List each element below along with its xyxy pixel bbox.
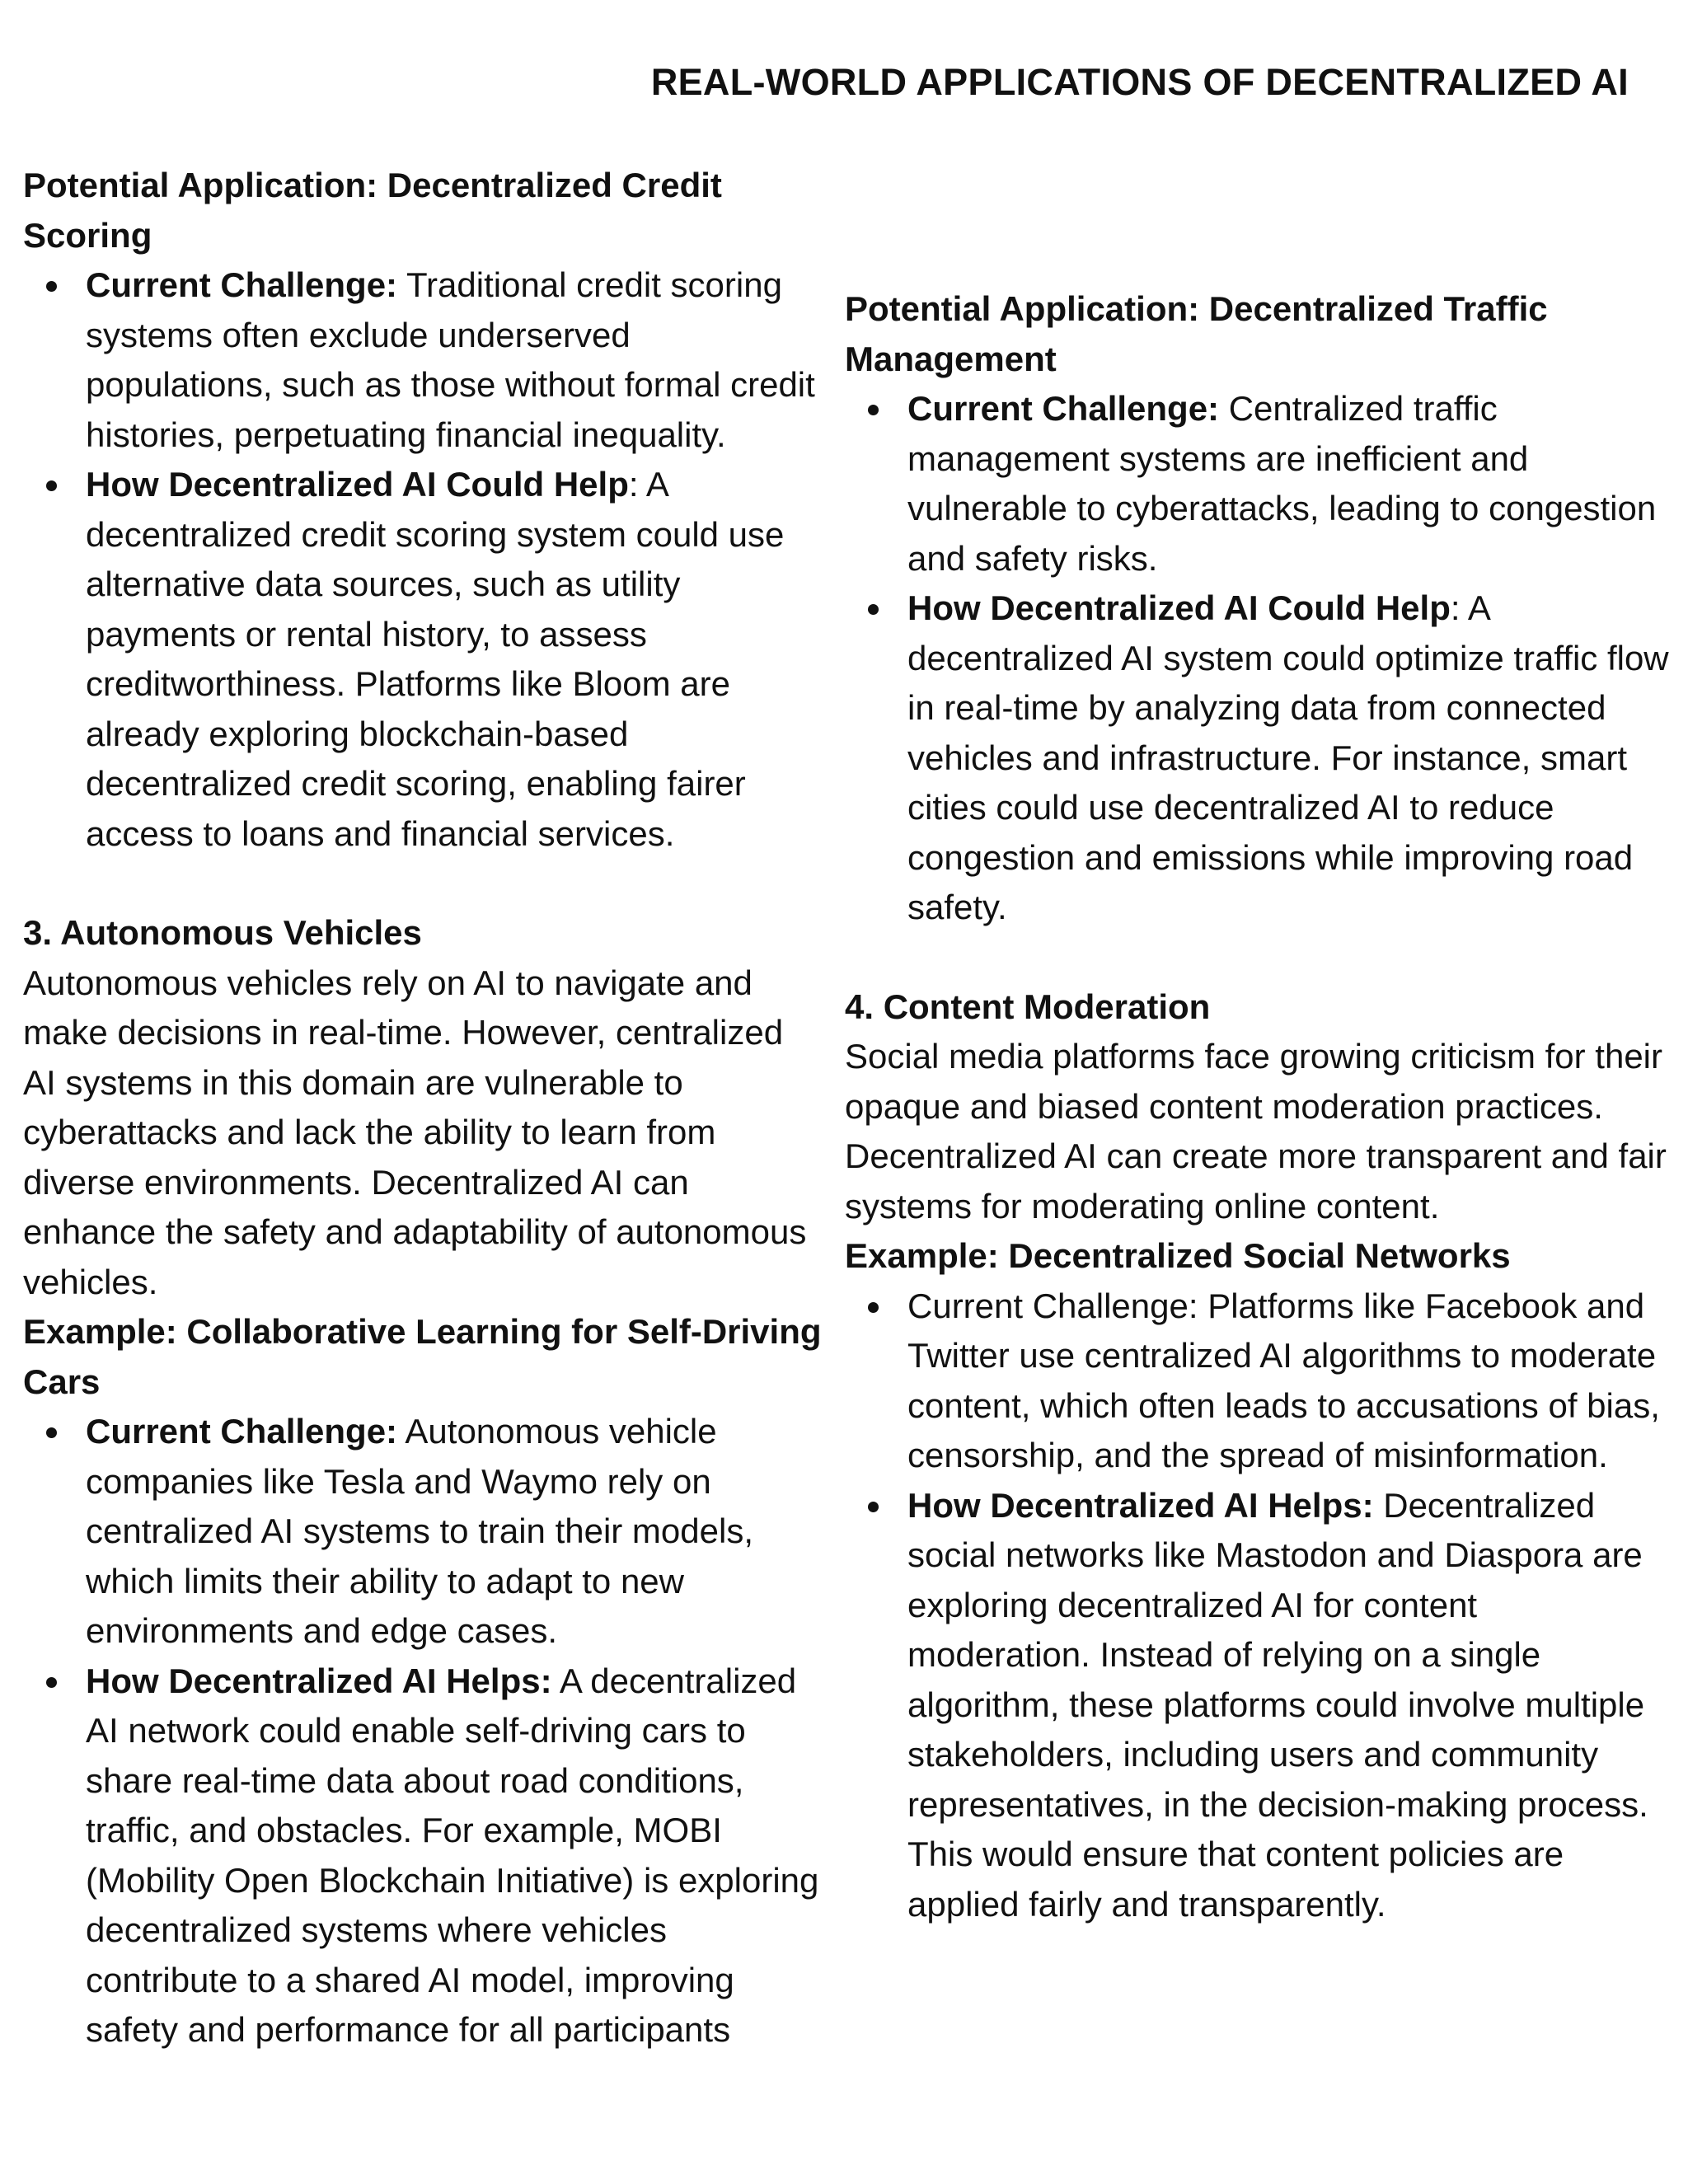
autonomous-vehicles-intro: Autonomous vehicles rely on AI to navigate and make decisions in real-time. However, centralized AI systems in this domain are vulnerable to cyberattacks and lack the ability to learn from diverse environments. Decentralized AI can enhance the safety and adaptability of autonomous vehicles. [23, 963, 807, 1301]
bullet-text: Traditional credit scoring systems often exclude underserved populations, such as those without formal credit histories, perpetuating financial inequality. [86, 265, 815, 454]
bullet-text: : A decentralized AI system could optimize traffic flow in real-time by analyzing data from connected vehicles and infrastructure. For instance, smart cities could use decentralized AI to reduce congestion and emissions while improving road safety. [907, 588, 1669, 926]
bullet-label: How Decentralized AI Could Help [86, 465, 629, 504]
bullet-text: Centralized traffic management systems are inefficient and vulnerable to cyberattacks, leading to congestion and safety risks. [907, 389, 1657, 578]
bullet-label: How Decentralized AI Helps: [907, 1485, 1374, 1525]
credit-scoring-bullets [23, 260, 823, 859]
list-item [907, 583, 1669, 933]
content-moderation-section [845, 982, 1669, 1930]
page-title: REAL-WORLD APPLICATIONS OF DECENTRALIZED AI [650, 61, 1629, 103]
content-moderation-example-heading: Example: Decentralized Social Networks [845, 1236, 1511, 1275]
bullet-text: Current Challenge: Platforms like Facebook and Twitter use centralized AI algorithms to moderate content, which often leads to accusations of bias, censorship, and the spread of misinformation. [907, 1286, 1660, 1474]
bullet-label: How Decentralized AI Could Help [907, 588, 1451, 627]
section-spacer [23, 859, 823, 908]
bullet-text: A decentralized AI network could enable self-driving cars to share real-time data about road conditions, traffic, and obstacles. For example, MOBI (Mobility Open Blockchain Initiative) is exploring decentralized systems where vehicles contribute to a shared AI model, improving safety and performance for all participants [86, 1661, 819, 2049]
autonomous-vehicles-bullets [23, 1407, 823, 2055]
content-moderation-bullets [845, 1282, 1669, 1930]
list-item [907, 1481, 1669, 1930]
content-moderation-heading: 4. Content Moderation [845, 987, 1211, 1026]
traffic-management-bullets [845, 384, 1669, 933]
bullet-label: Current Challenge: [86, 1412, 398, 1451]
autonomous-vehicles-heading: 3. Autonomous Vehicles [23, 913, 422, 952]
credit-scoring-heading: Potential Application: Decentralized Credit Scoring [23, 166, 722, 255]
bullet-text: : A decentralized credit scoring system could use alternative data sources, such as utility payments or rental history, to assess creditworthiness. Platforms like Bloom are already exploring blockchain-based decentralized credit scoring, enabling fairer access to loans and financial services. [86, 465, 785, 853]
list-item [907, 1282, 1669, 1481]
autonomous-vehicles-example-heading: Example: Collaborative Learning for Self-Driving Cars [23, 1312, 822, 1401]
left-column [23, 161, 823, 2055]
bullet-label: Current Challenge: [86, 265, 398, 304]
list-item [86, 460, 823, 859]
bullet-text: Autonomous vehicle companies like Tesla and Waymo rely on centralized AI systems to train their models, which limits their ability to adapt to new environments and edge cases. [86, 1412, 753, 1650]
right-column [845, 284, 1669, 1929]
list-item [86, 1407, 823, 1657]
traffic-management-section [845, 284, 1669, 933]
list-item [907, 384, 1669, 583]
traffic-management-heading: Potential Application: Decentralized Traffic Management [845, 289, 1548, 378]
credit-scoring-section [23, 161, 823, 859]
bullet-label: How Decentralized AI Helps: [86, 1661, 552, 1700]
list-item [86, 1657, 823, 2055]
bullet-label: Current Challenge: [907, 389, 1220, 428]
content-moderation-intro: Social media platforms face growing criticism for their opaque and biased content moderation practices. Decentralized AI can create more transparent and fair systems for moderating online content. [845, 1037, 1667, 1226]
list-item [86, 260, 823, 460]
bullet-text: Decentralized social networks like Mastodon and Diaspora are exploring decentralized AI for content moderation. Instead of relying on a single algorithm, these platforms could involve multiple stakeholders, including users and community representatives, in the decision-making process. This would ensure that content policies are applied fairly and transparently. [907, 1485, 1648, 1924]
section-spacer [845, 933, 1669, 982]
autonomous-vehicles-section [23, 908, 823, 2055]
